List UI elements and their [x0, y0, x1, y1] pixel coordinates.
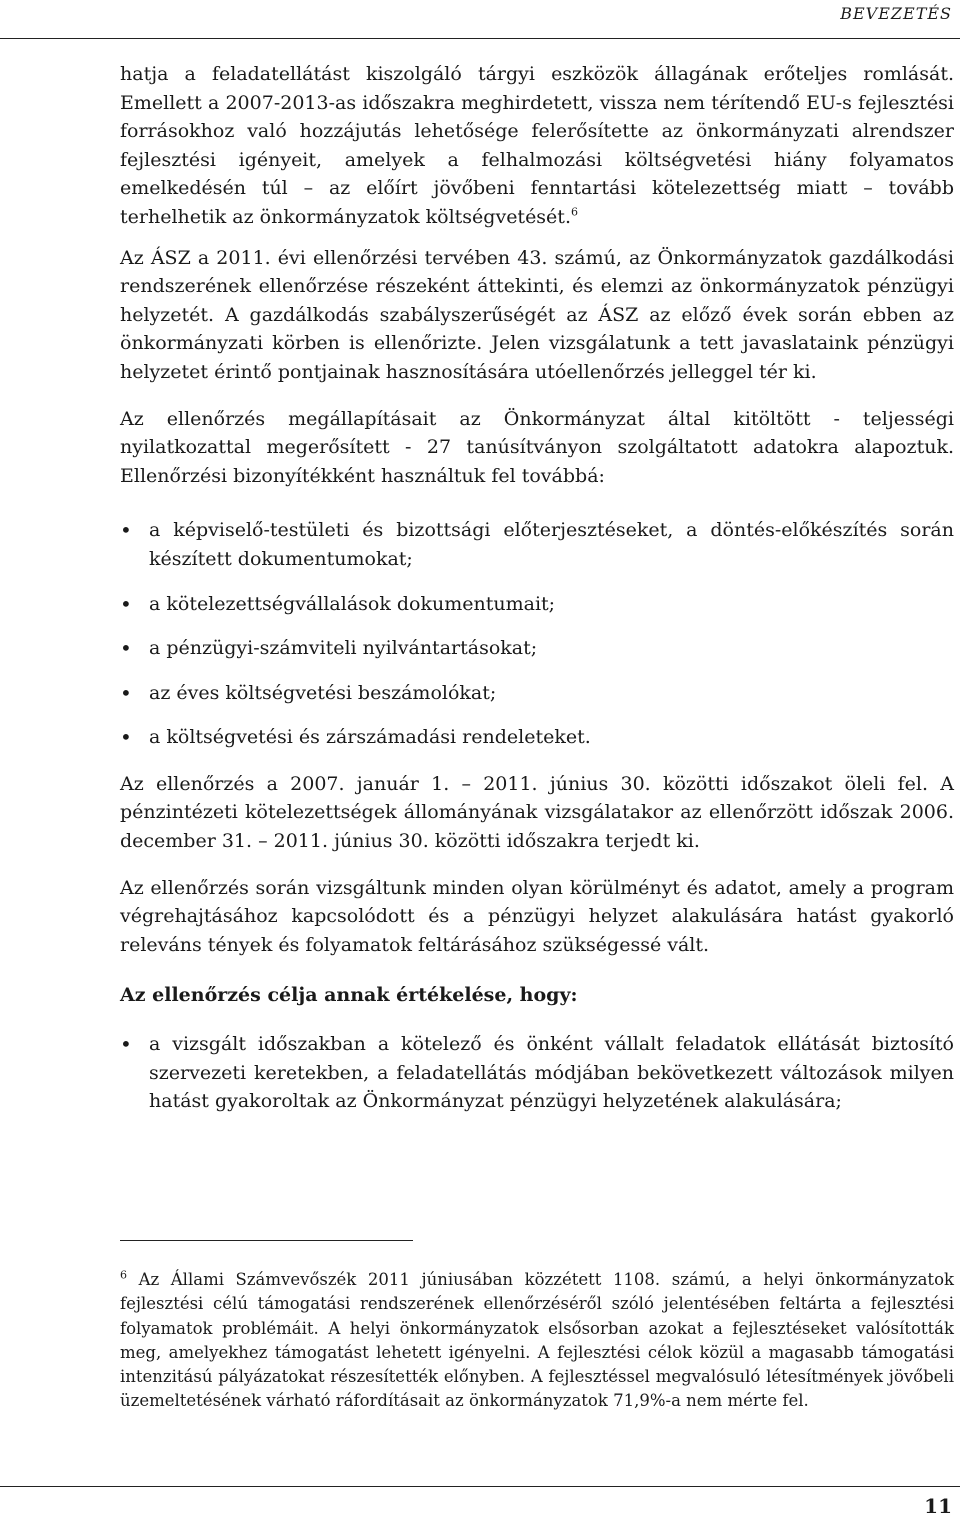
evidence-list [120, 516, 954, 752]
paragraph-3: Az ellenőrzés megállapításait az Önkormányzat által kitöltött - teljességi nyilatkozattal megerősített - 27 tanúsítványon szolgáltatott adatokra alapoztuk. Ellenőrzési bizonyítékként használtuk fel továbbá: [120, 407, 954, 487]
bullet-icon: • [120, 725, 132, 750]
list-item [120, 634, 954, 663]
section-heading: Az ellenőrzés célja annak értékelése, hogy: [120, 984, 578, 1007]
bullet-icon: • [120, 680, 132, 705]
list-item-text: az éves költségvetési beszámolókat; [149, 681, 497, 704]
paragraph-1-text: hatja a feladatellátást kiszolgáló tárgyi eszközök állagának erőteljes romlását. Emellett a 2007-2013-as időszakra meghirdetett, vissza nem térítendő EU-s fejlesztési forrásokhoz való hozzájutás lehetősége felerősítette az önkormányzati alrendszer fejlesztési igényeit, amelyek a felhalmozási költségvetési hiány folyamatos emelkedésén túl – az előírt jövőbeni fenntartási kötelezettség miatt – tovább terhelhetik az önkormányzatok költségvetését. [120, 63, 954, 228]
bullet-icon: • [120, 1032, 132, 1057]
bullet-icon: • [120, 518, 132, 543]
main-content [120, 60, 954, 1116]
list-item [120, 1030, 954, 1116]
list-item-text: a képviselő-testületi és bizottsági előterjesztéseket, a döntés-előkészítés során készített dokumentumokat; [149, 519, 954, 570]
list-item-text: a költségvetési és zárszámadási rendeleteket. [149, 726, 591, 749]
header-rule [0, 38, 960, 39]
paragraph-1 [120, 60, 954, 232]
bullet-icon: • [120, 636, 132, 661]
footer-rule [0, 1486, 960, 1487]
list-item [120, 516, 954, 573]
footnote-number: 6 [120, 1268, 127, 1282]
footnote-separator [120, 1240, 413, 1241]
list-item [120, 590, 954, 619]
footnote-reference[interactable]: 6 [570, 205, 578, 219]
paragraph-2: Az ÁSZ a 2011. évi ellenőrzési tervében 43. számú, az Önkormányzatok gazdálkodási rendszerének ellenőrzése részeként áttekinti, és elemzi az önkormányzatok pénzügyi helyzetét. A gazdálkodás szabályszerűségét az ÁSZ az előző évek során ebben az önkormányzati körben is ellenőrizte. Jelen vizsgálatunk a tett javaslataink pénzügyi helyzetet érintő pontjainak hasznosítására utóellenőrzés jelleggel tér ki. [120, 246, 954, 383]
page-number: 11 [924, 1494, 952, 1518]
list-item-text: a kötelezettségvállalások dokumentumait; [149, 592, 556, 615]
paragraph-4: Az ellenőrzés a 2007. január 1. – 2011. június 30. közötti időszakot öleli fel. A pénzintézeti kötelezettségek állományának vizsgálatakor az ellenőrzött időszak 2006. december 31. – 2011. június 30. közötti időszakra terjedt ki. [120, 772, 954, 853]
footnote [120, 1268, 954, 1414]
list-item-text: a vizsgált időszakban a kötelező és önként vállalt feladatok ellátását biztosító szervezeti keretekben, a feladatellátás módjában bekövetkezett változások milyen hatást gyakoroltak az Önkormányzat pénzügyi helyzetének alakulására; [149, 1033, 954, 1113]
footnote-text: Az Állami Számvevőszék 2011 júniusában közzétett 1108. számú, a helyi önkormányzatok fejlesztési célú támogatási rendszerének ellenőrzéséről szóló jelentésében feltárta a fejlesztési folyamatok problémáit. A helyi önkormányzatok elsősorban azokat a fejlesztéseket valósították meg, amelyekhez támogatást lehetett igényelni. A fejlesztési célok közül a magasabb támogatási intenzitású pályázatokat részesítették előnyben. A fejlesztéssel megvalósuló létesítmények jövőbeli üzemeltetésének várható ráfordításait az önkormányzatok 71,9%-a nem mérte fel. [120, 1270, 954, 1411]
paragraph-5: Az ellenőrzés során vizsgáltunk minden olyan körülményt és adatot, amely a program végrehajtásához kapcsolódott és a pénzügyi helyzet alakulására hatást gyakorló releváns tények és folyamatok feltárásához szükségessé vált. [120, 876, 954, 956]
list-item [120, 679, 954, 708]
list-item-text: a pénzügyi-számviteli nyilvántartásokat; [149, 637, 538, 660]
goal-list [120, 1030, 954, 1116]
list-item [120, 723, 954, 752]
running-head: BEVEZETÉS [840, 4, 952, 23]
bullet-icon: • [120, 591, 132, 616]
